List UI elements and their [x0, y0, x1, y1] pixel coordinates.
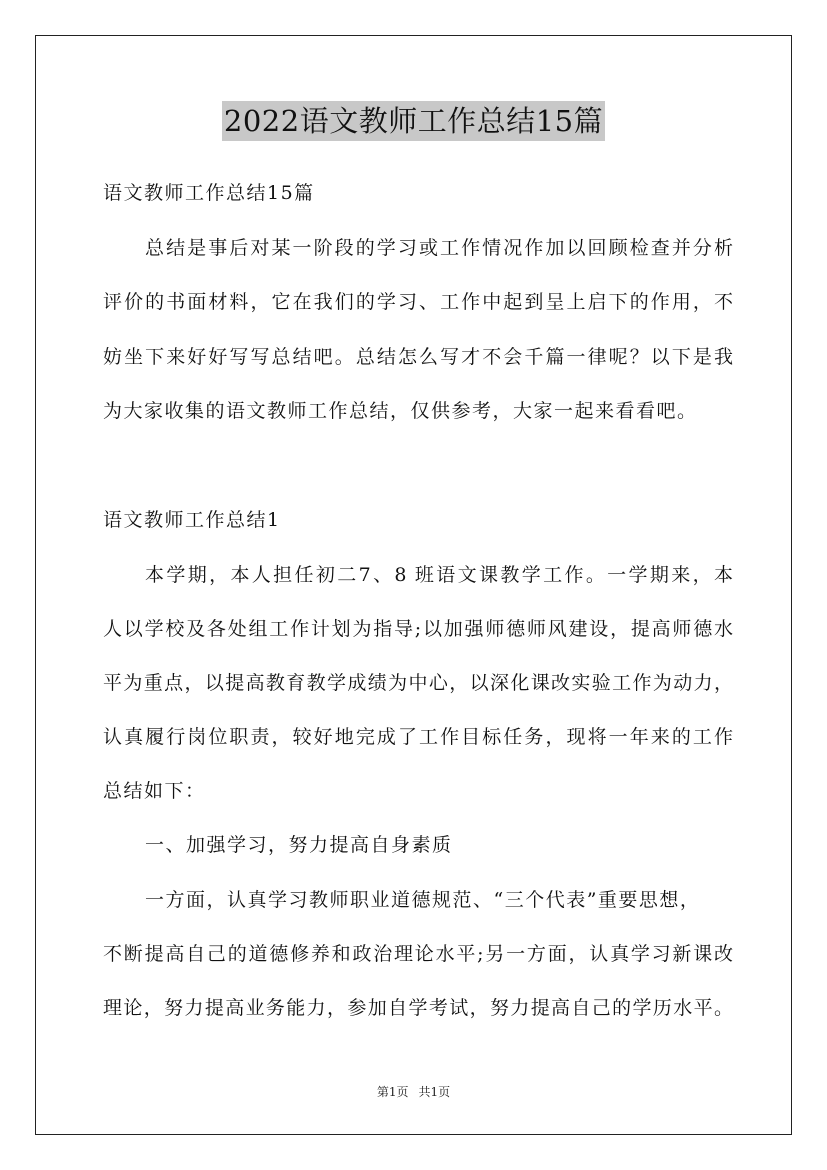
page-number: 第1页	[376, 1085, 409, 1099]
para1-line-5: 总结如下：	[103, 780, 206, 802]
page-footer	[0, 1084, 827, 1100]
intro-line-1: 总结是事后对某一阶段的学习或工作情况作加以回顾检查并分析	[145, 237, 733, 259]
document-subtitle: 语文教师工作总结15篇	[103, 182, 315, 204]
page-total: 共1页	[418, 1085, 451, 1099]
para1-line-2: 人以学校及各处组工作计划为指导;以加强师德师风建设，提高师德水	[103, 618, 733, 640]
section-subheading: 一、加强学习，努力提高自身素质	[145, 834, 453, 856]
para2-line-3: 理论，努力提高业务能力，参加自学考试，努力提高自己的学历水平。	[103, 997, 733, 1019]
document-title: 2022语文教师工作总结15篇	[222, 101, 605, 141]
intro-line-3: 妨坐下来好好写写总结吧。总结怎么写才不会千篇一律呢？以下是我	[103, 346, 733, 368]
para2-line-1: 一方面，认真学习教师职业道德规范、“三个代表”重要思想，	[145, 889, 701, 911]
para1-line-3: 平为重点，以提高教育教学成绩为中心，以深化课改实验工作为动力，	[103, 672, 733, 694]
intro-line-2: 评价的书面材料，它在我们的学习、工作中起到呈上启下的作用，不	[103, 291, 733, 313]
para2-line-2: 不断提高自己的道德修养和政治理论水平;另一方面，认真学习新课改	[103, 943, 733, 965]
title-container	[0, 101, 827, 141]
section-heading: 语文教师工作总结1	[103, 509, 281, 531]
para1-line-4: 认真履行岗位职责，较好地完成了工作目标任务，现将一年来的工作	[103, 726, 733, 748]
intro-line-4: 为大家收集的语文教师工作总结，仅供参考，大家一起来看看吧。	[103, 400, 698, 422]
para1-line-1: 本学期，本人担任初二7、8 班语文课教学工作。一学期来，本	[145, 564, 733, 586]
